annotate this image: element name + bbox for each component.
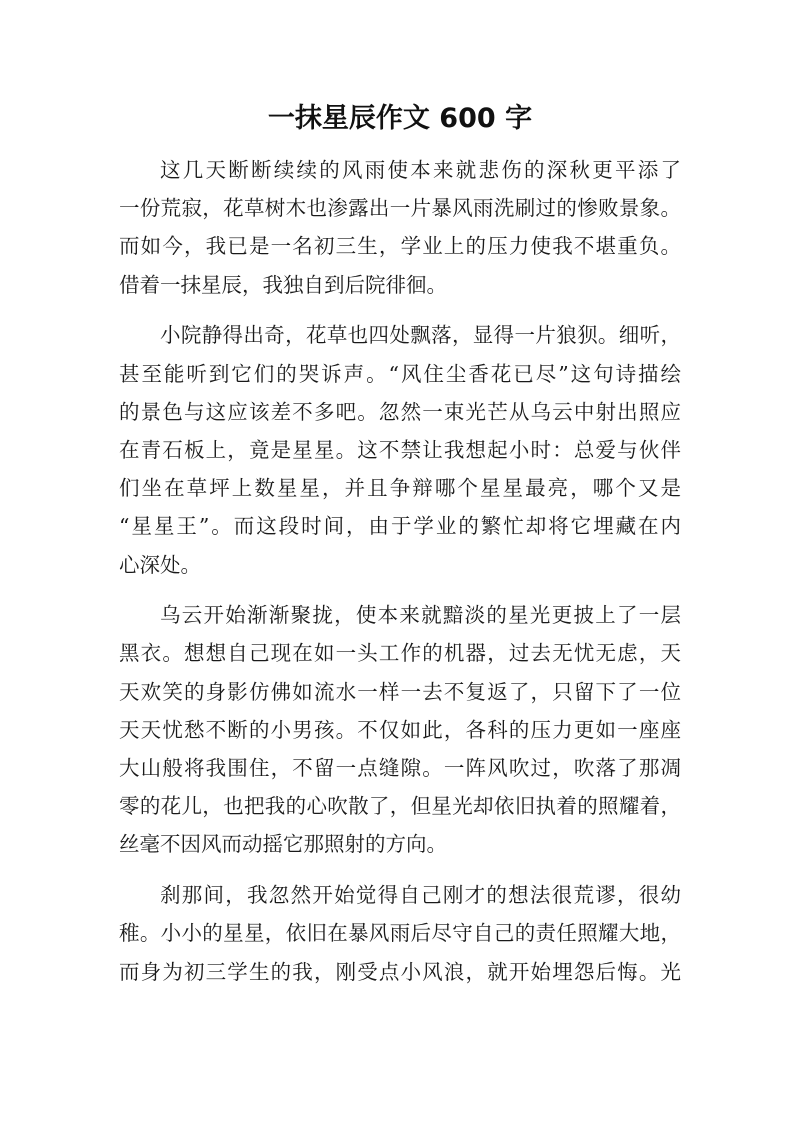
text-line: 丝毫不因风而动摇它那照射的方向。: [119, 832, 447, 857]
text-line: 借着一抹星辰，我独自到后院徘徊。: [119, 272, 447, 297]
text-line: 在青石板上，竟是星星。这不禁让我想起小时：总爱与伙伴: [119, 437, 681, 462]
paragraph-3: [119, 596, 681, 863]
text-line: 甚至能听到它们的哭诉声。“风住尘香花已尽”这句诗描绘: [119, 361, 681, 386]
text-line: 小院静得出奇，花草也四处飘落，显得一片狼狈。细听，: [160, 323, 681, 348]
text-line: 天天忧愁不断的小男孩。不仅如此，各科的压力更如一座座: [119, 717, 681, 742]
text-line: 而身为初三学生的我，刚受点小风浪，就开始埋怨后悔。光: [119, 959, 681, 984]
text-line: 们坐在草坪上数星星，并且争辩哪个星星最亮，哪个又是: [119, 476, 681, 501]
text-line: 稚。小小的星星，依旧在暴风雨后尽守自己的责任照耀大地，: [119, 921, 681, 946]
document-title: 一抹星辰作文 600 字: [267, 103, 533, 134]
text-line: 天欢笑的身影仿佛如流水一样一去不复返了，只留下了一位: [119, 679, 681, 704]
text-line: 零的花儿，也把我的心吹散了，但星光却依旧执着的照耀着，: [119, 794, 681, 819]
paragraph-2: [119, 316, 681, 583]
text-line: 一份荒寂，花草树木也渗露出一片暴风雨洗刷过的惨败景象。: [119, 196, 681, 221]
text-line: 黑衣。想想自己现在如一头工作的机器，过去无忧无虑，天: [119, 641, 681, 666]
text-line: 而如今，我已是一名初三生，学业上的压力使我不堪重负。: [119, 234, 681, 259]
paragraph-1: [119, 151, 681, 304]
paragraph-4: [119, 876, 681, 991]
text-line: 大山般将我围住，不留一点缝隙。一阵风吹过，吹落了那凋: [119, 756, 681, 781]
text-line: “星星王”。而这段时间，由于学业的繁忙却将它埋藏在内: [119, 514, 681, 539]
essay-body: [119, 151, 681, 1003]
text-line: 刹那间，我忽然开始觉得自己刚才的想法很荒谬，很幼: [160, 883, 681, 908]
text-line: 这几天断断续续的风雨使本来就悲伤的深秋更平添了: [160, 158, 681, 182]
text-line: 的景色与这应该差不多吧。忽然一束光芒从乌云中射出照应: [119, 399, 681, 424]
text-line: 乌云开始渐渐聚拢，使本来就黯淡的星光更披上了一层: [160, 603, 681, 628]
text-line: 心深处。: [119, 552, 201, 577]
